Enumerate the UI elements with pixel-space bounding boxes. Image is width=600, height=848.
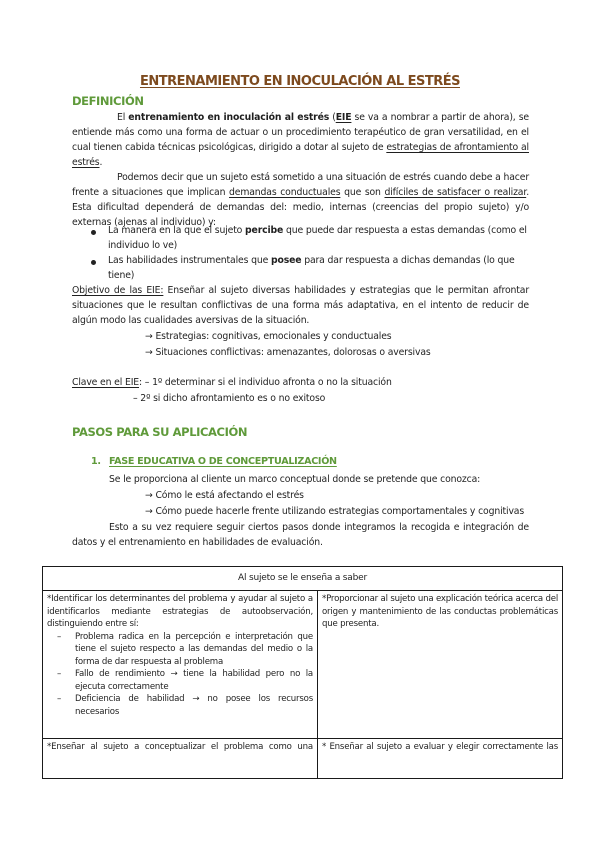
bold-term: percibe <box>245 225 284 236</box>
document-title <box>0 74 600 89</box>
text-run: Las habilidades instrumentales que <box>108 255 271 266</box>
list-item <box>47 631 313 669</box>
list-item-text: Fallo de rendimiento → tiene la habilidad pero no la ejecuta correctamente <box>75 669 313 692</box>
text-run: : – 1º determinar si el individuo afronta o no la situación <box>139 377 392 388</box>
phase-heading: FASE EDUCATIVA O DE CONCEPTUALIZACIÓN <box>109 456 337 467</box>
arrow-item-situaciones: → Situaciones conflictivas: amenazantes, dolorosas o aversivas <box>145 347 431 358</box>
phase-arrow-item-1: → Cómo le está afectando el estrés <box>145 490 304 501</box>
objetivo-paragraph <box>72 283 529 328</box>
text-run: que son <box>340 187 385 198</box>
clave-line-2: – 2º si dicho afrontamiento es o no exitoso <box>133 393 326 404</box>
phase-paragraph: Esto a su vez requiere seguir ciertos pasos donde integramos la recogida e integración de datos y el entrenamiento en habilidades de evaluación. <box>72 522 529 548</box>
bullet-icon <box>91 230 96 235</box>
text-run: se va a nombrar a partir de ahora), se entiende más como una forma de actuar o un procedimiento terapéutico de gran versatilidad, en el cual tienen cabida técnicas psicológicas, dirigido a dotar al sujeto de <box>72 112 529 153</box>
text-run: . Esta dificultad dependerá de demandas del: medio, internas (creencias del propio sujeto) y/o externas (ajenas al individuo) y: <box>72 187 529 228</box>
table-row <box>43 739 563 779</box>
clave-label: Clave en el EIE <box>72 377 140 388</box>
bold-term: entrenamiento en inoculación al estrés <box>128 112 330 123</box>
section-heading-definicion: DEFINICIÓN <box>72 94 144 108</box>
acronym-eie: EIE <box>335 112 352 123</box>
cell-dash-list <box>47 631 313 719</box>
dash-bullet: – <box>57 669 62 679</box>
table-header-cell: Al sujeto se le enseña a saber <box>43 567 563 591</box>
text-run: El <box>117 112 129 123</box>
text-run: ( <box>329 112 336 123</box>
text-run: que puede dar respuesta a estas demandas (como el individuo lo ve) <box>108 225 527 251</box>
stress-paragraph <box>72 170 529 230</box>
bold-term: posee <box>270 255 302 266</box>
text-run: para dar respuesta a dichas demandas (lo que tiene) <box>108 255 515 281</box>
list-item <box>47 693 313 718</box>
list-item <box>47 668 313 693</box>
definition-paragraph <box>72 110 529 170</box>
table-row <box>43 591 563 739</box>
objetivo-label: Objetivo de las EIE: <box>72 285 164 296</box>
cell-intro-text: *Identificar los determinantes del problema y ayudar al sujeto a identificarlos mediante estrategias de autoobservación, distinguiendo entre sí: <box>47 594 313 629</box>
bullet-item-percibe <box>108 223 530 253</box>
table-cell-proporcionar: *Proporcionar al sujeto una explicación teórica acerca del origen y mantenimiento de las conductas problemáticas que presenta. <box>318 591 563 739</box>
phase-arrow-item-2: → Cómo puede hacerle frente utilizando estrategias comportamentales y cognitivas <box>145 506 525 517</box>
teaching-table <box>42 566 563 779</box>
text-run: . <box>99 157 103 168</box>
document-title-text: ENTRENAMIENTO EN INOCULACIÓN AL ESTRÉS <box>139 74 460 89</box>
text-run: Enseñar al sujeto diversas habilidades y estrategias que le permitan afrontar situaciones que le resultan conflictivas de una forma más adaptativa, en el intento de reducir de algún modo las cualidades aversivas de la situación. <box>72 285 529 326</box>
list-item-text: Deficiencia de habilidad → no posee los recursos necesarios <box>75 694 313 717</box>
table-cell-evaluar: * Enseñar al sujeto a evaluar y elegir correctamente las <box>318 739 563 779</box>
text-run: Podemos decir que un sujeto está sometido a una situación de estrés cuando debe a hacer frente a situaciones que implican <box>72 172 529 198</box>
phase-intro: Se le proporciona al cliente un marco conceptual donde se pretende que conozca: <box>109 474 481 485</box>
arrow-item-estrategias: → Estrategias: cognitivas, emocionales y conductuales <box>145 331 392 342</box>
section-heading-pasos: PASOS PARA SU APLICACIÓN <box>72 425 248 439</box>
text-run: La manera en la que el sujeto <box>108 225 246 236</box>
dash-bullet: – <box>57 631 62 642</box>
dash-bullet: – <box>57 694 62 704</box>
underlined-term: demandas conductuales <box>229 187 341 198</box>
underlined-term: estrategias de afrontamiento al estrés <box>72 142 529 168</box>
table-cell-identificar <box>43 591 318 739</box>
bullet-icon <box>91 260 96 265</box>
bullet-item-posee <box>108 253 530 283</box>
clave-line-1 <box>72 375 392 390</box>
table-header-row <box>43 567 563 591</box>
phase-number: 1. <box>91 456 101 467</box>
list-item-text: Problema radica en la percepción e interpretación que tiene el sujeto respecto a las demandas del medio o la forma de dar respuesta al problema <box>75 631 313 667</box>
underlined-term: difíciles de satisfacer o realizar <box>384 187 527 198</box>
table-cell-conceptualizar: *Enseñar al sujeto a conceptualizar el problema como una <box>43 739 318 779</box>
